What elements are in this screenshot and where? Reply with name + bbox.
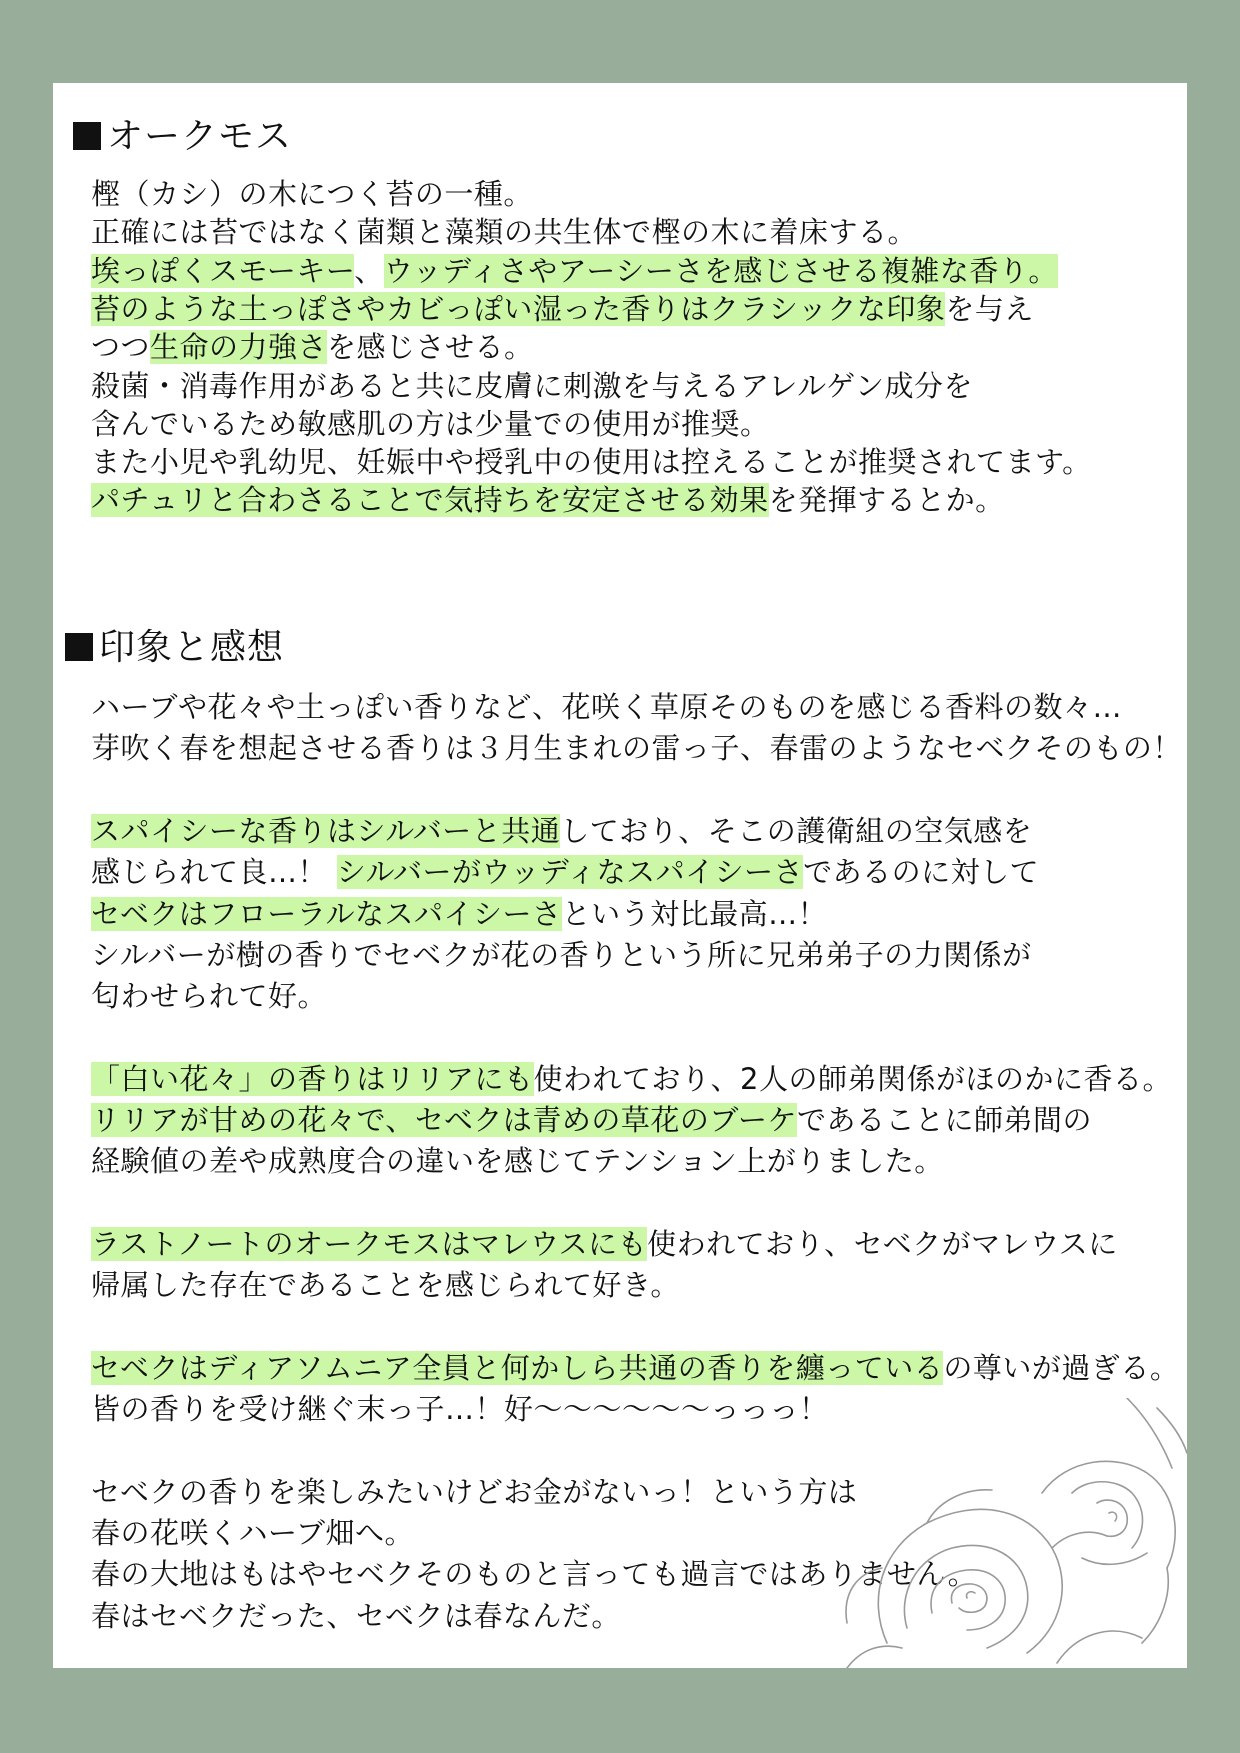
text-span: 正確には苔ではなく菌類と藻類の共生体で樫の木に着床する。 <box>91 215 918 250</box>
highlighted-text: 苔のような土っぽさやカビっぽい湿った香りはクラシックな印象 <box>91 291 946 326</box>
body-line <box>91 976 327 1016</box>
text-span: 春の大地はもはやセベクそのものと言っても過言ではありません。 <box>91 1557 978 1592</box>
highlighted-text: 「白い花々」の香りはリリアにも <box>91 1061 534 1096</box>
highlighted-text: セベクはディアソムニア全員と何かしら共通の香りを纏っている <box>91 1350 944 1385</box>
body-line <box>91 1100 1092 1140</box>
section-heading-oakmoss: オークモス <box>73 115 292 159</box>
square-bullet-icon <box>65 633 93 661</box>
text-span: を発揮するとか。 <box>768 483 1005 518</box>
body-line <box>91 366 973 406</box>
body-line <box>91 1141 944 1181</box>
text-span: 使われており、2人の師弟関係がほのかに香る。 <box>533 1061 1172 1096</box>
highlighted-text: スパイシーな香りはシルバーと共通 <box>91 813 561 848</box>
text-span: 春はセベクだった、セベクは春なんだ。 <box>91 1598 621 1633</box>
text-span: ハーブや花々や土っぽい香りなど、花咲く草原そのものを感じる香料の数々… <box>91 690 1123 724</box>
body-line <box>91 811 1032 851</box>
body-line <box>91 894 827 934</box>
text-span: の尊いが過ぎる。 <box>943 1350 1180 1385</box>
highlighted-text: パチュリと合わさることで気持ちを安定させる効果 <box>91 483 769 518</box>
text-span: また小児や乳幼児、妊娠中や授乳中の使用は控えることが推奨されてます。 <box>91 445 1092 480</box>
square-bullet-icon <box>73 122 101 150</box>
text-span: を感じさせる。 <box>327 330 534 365</box>
highlighted-text: ウッディさやアーシーさを感じさせる複雑な香り。 <box>383 253 1058 288</box>
highlighted-text: 生命の力強さ <box>150 330 328 365</box>
body-line <box>91 1348 1179 1388</box>
text-span: 帰属した存在であることを感じられて好き。 <box>91 1268 680 1303</box>
text-span: 樫（カシ）の木につく苔の一種。 <box>91 177 533 211</box>
text-span: 匂わせられて好。 <box>91 979 328 1014</box>
highlighted-text: リリアが甘めの花々で、セベクは青めの草花のブーケ <box>91 1103 797 1137</box>
text-span: つつ <box>91 330 151 365</box>
body-line <box>91 687 1122 727</box>
document-page <box>53 83 1187 1668</box>
text-span: 感じられて良…！ <box>91 855 337 890</box>
body-line <box>91 174 533 214</box>
text-span: を与え <box>945 291 1034 326</box>
body-line <box>91 289 1034 329</box>
text-span: 芽吹く春を想起させる香りは３月生まれの雷っ子、春雷のようなセベクそのもの！ <box>91 731 1182 766</box>
body-line <box>91 1596 621 1636</box>
text-span: という対比最高…！ <box>561 896 828 931</box>
body-line <box>91 251 1058 291</box>
text-span: 、 <box>354 253 384 288</box>
text-span: 使われており、セベクがマレウスに <box>647 1226 1118 1261</box>
text-span: であることに師弟間の <box>796 1103 1092 1137</box>
body-line <box>91 935 1032 975</box>
text-span: 経験値の差や成熟度合の違いを感じてテンション上がりました。 <box>91 1144 944 1179</box>
body-line <box>91 1265 680 1305</box>
body-line <box>91 1513 414 1553</box>
text-span: しており、そこの護衛組の空気感を <box>560 813 1033 848</box>
body-line <box>91 1389 829 1429</box>
body-line <box>91 728 1182 768</box>
text-span: であるのに対して <box>803 855 1040 890</box>
body-line <box>91 1059 1172 1099</box>
body-line <box>91 1472 857 1512</box>
text-span: 含んでいるため敏感肌の方は少量での使用が推奨。 <box>91 406 770 441</box>
highlighted-text: 埃っぽくスモーキー <box>91 253 355 288</box>
body-line <box>91 404 770 444</box>
text-span: 皆の香りを受け継ぐ末っ子…！好～～～～～～っっっ！ <box>91 1392 829 1427</box>
body-line <box>91 442 1092 482</box>
body-line <box>91 852 1039 892</box>
body-line <box>91 327 534 367</box>
text-span: セベクの香りを楽しみたいけどお金がないっ！という方は <box>91 1474 858 1509</box>
text-span: 春の花咲くハーブ畑へ。 <box>91 1516 415 1550</box>
body-line <box>91 1224 1118 1264</box>
rose-illustration <box>827 1398 1187 1668</box>
body-line <box>91 480 1005 520</box>
text-span: 殺菌・消毒作用があると共に皮膚に刺激を与えるアレルゲン成分を <box>91 368 973 403</box>
section-heading-impressions: 印象と感想 <box>65 626 284 670</box>
body-line <box>91 212 917 252</box>
text-span: シルバーが樹の香りでセベクが花の香りという所に兄弟弟子の力関係が <box>91 937 1032 972</box>
highlighted-text: ラストノートのオークモスはマレウスにも <box>91 1226 648 1261</box>
highlighted-text: セベクはフローラルなスパイシーさ <box>91 896 562 931</box>
highlighted-text: シルバーがウッディなスパイシーさ <box>336 855 804 890</box>
